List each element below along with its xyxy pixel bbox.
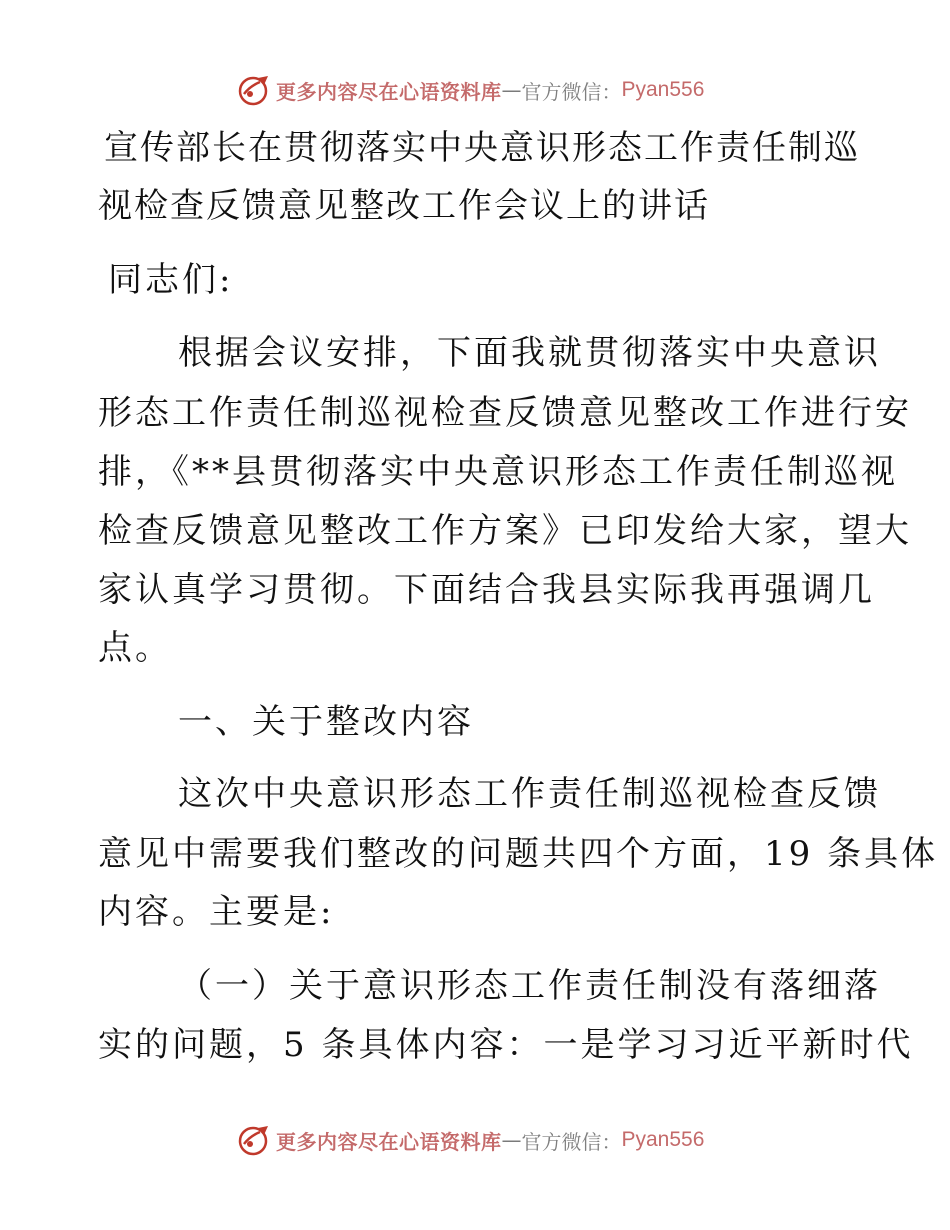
paragraph-1-line-1: 根据会议安排，下面我就贯彻落实中央意识	[178, 333, 881, 373]
document-title-line-1: 宣传部长在贯彻落实中央意识形态工作责任制巡	[104, 128, 860, 168]
paragraph-1-line-3: 排，《**县贯彻落实中央意识形态工作责任制巡视	[98, 452, 898, 492]
pen-logo-icon	[236, 1122, 272, 1158]
header-watermark	[236, 72, 704, 108]
watermark-dash: —	[501, 1128, 522, 1152]
watermark-wechat-id: Pyan556	[621, 78, 705, 101]
section-heading-1: 一、关于整改内容	[178, 702, 474, 742]
paragraph-1-line-4: 检查反馈意见整改工作方案》已印发给大家，望大	[98, 511, 912, 551]
watermark-dash: —	[501, 78, 522, 102]
watermark-wechat-label: 官方微信：	[521, 79, 622, 104]
paragraph-3-line-1: （一）关于意识形态工作责任制没有落细落	[178, 966, 881, 1006]
paragraph-2-line-1: 这次中央意识形态工作责任制巡视检查反馈	[178, 774, 881, 814]
salutation: 同志们:	[108, 260, 234, 300]
watermark-wechat-id: Pyan556	[621, 1128, 705, 1151]
paragraph-2-line-3: 内容。主要是:	[98, 892, 335, 932]
paragraph-2-line-2: 意见中需要我们整改的问题共四个方面，19 条具体	[98, 834, 939, 874]
document-title-line-2: 视检查反馈意见整改工作会议上的讲话	[98, 186, 710, 226]
paragraph-1-line-6: 点。	[98, 628, 172, 668]
watermark-wechat-label: 官方微信：	[521, 1129, 622, 1154]
watermark-text: 更多内容尽在心语资料库	[276, 79, 502, 104]
watermark-text: 更多内容尽在心语资料库	[276, 1129, 502, 1154]
paragraph-1-line-2: 形态工作责任制巡视检查反馈意见整改工作进行安	[98, 393, 912, 433]
pen-logo-icon	[236, 72, 272, 108]
paragraph-3-line-2: 实的问题，5 条具体内容：一是学习习近平新时代	[98, 1025, 914, 1065]
paragraph-1-line-5: 家认真学习贯彻。下面结合我县实际我再强调几	[98, 570, 875, 610]
footer-watermark	[236, 1122, 704, 1158]
